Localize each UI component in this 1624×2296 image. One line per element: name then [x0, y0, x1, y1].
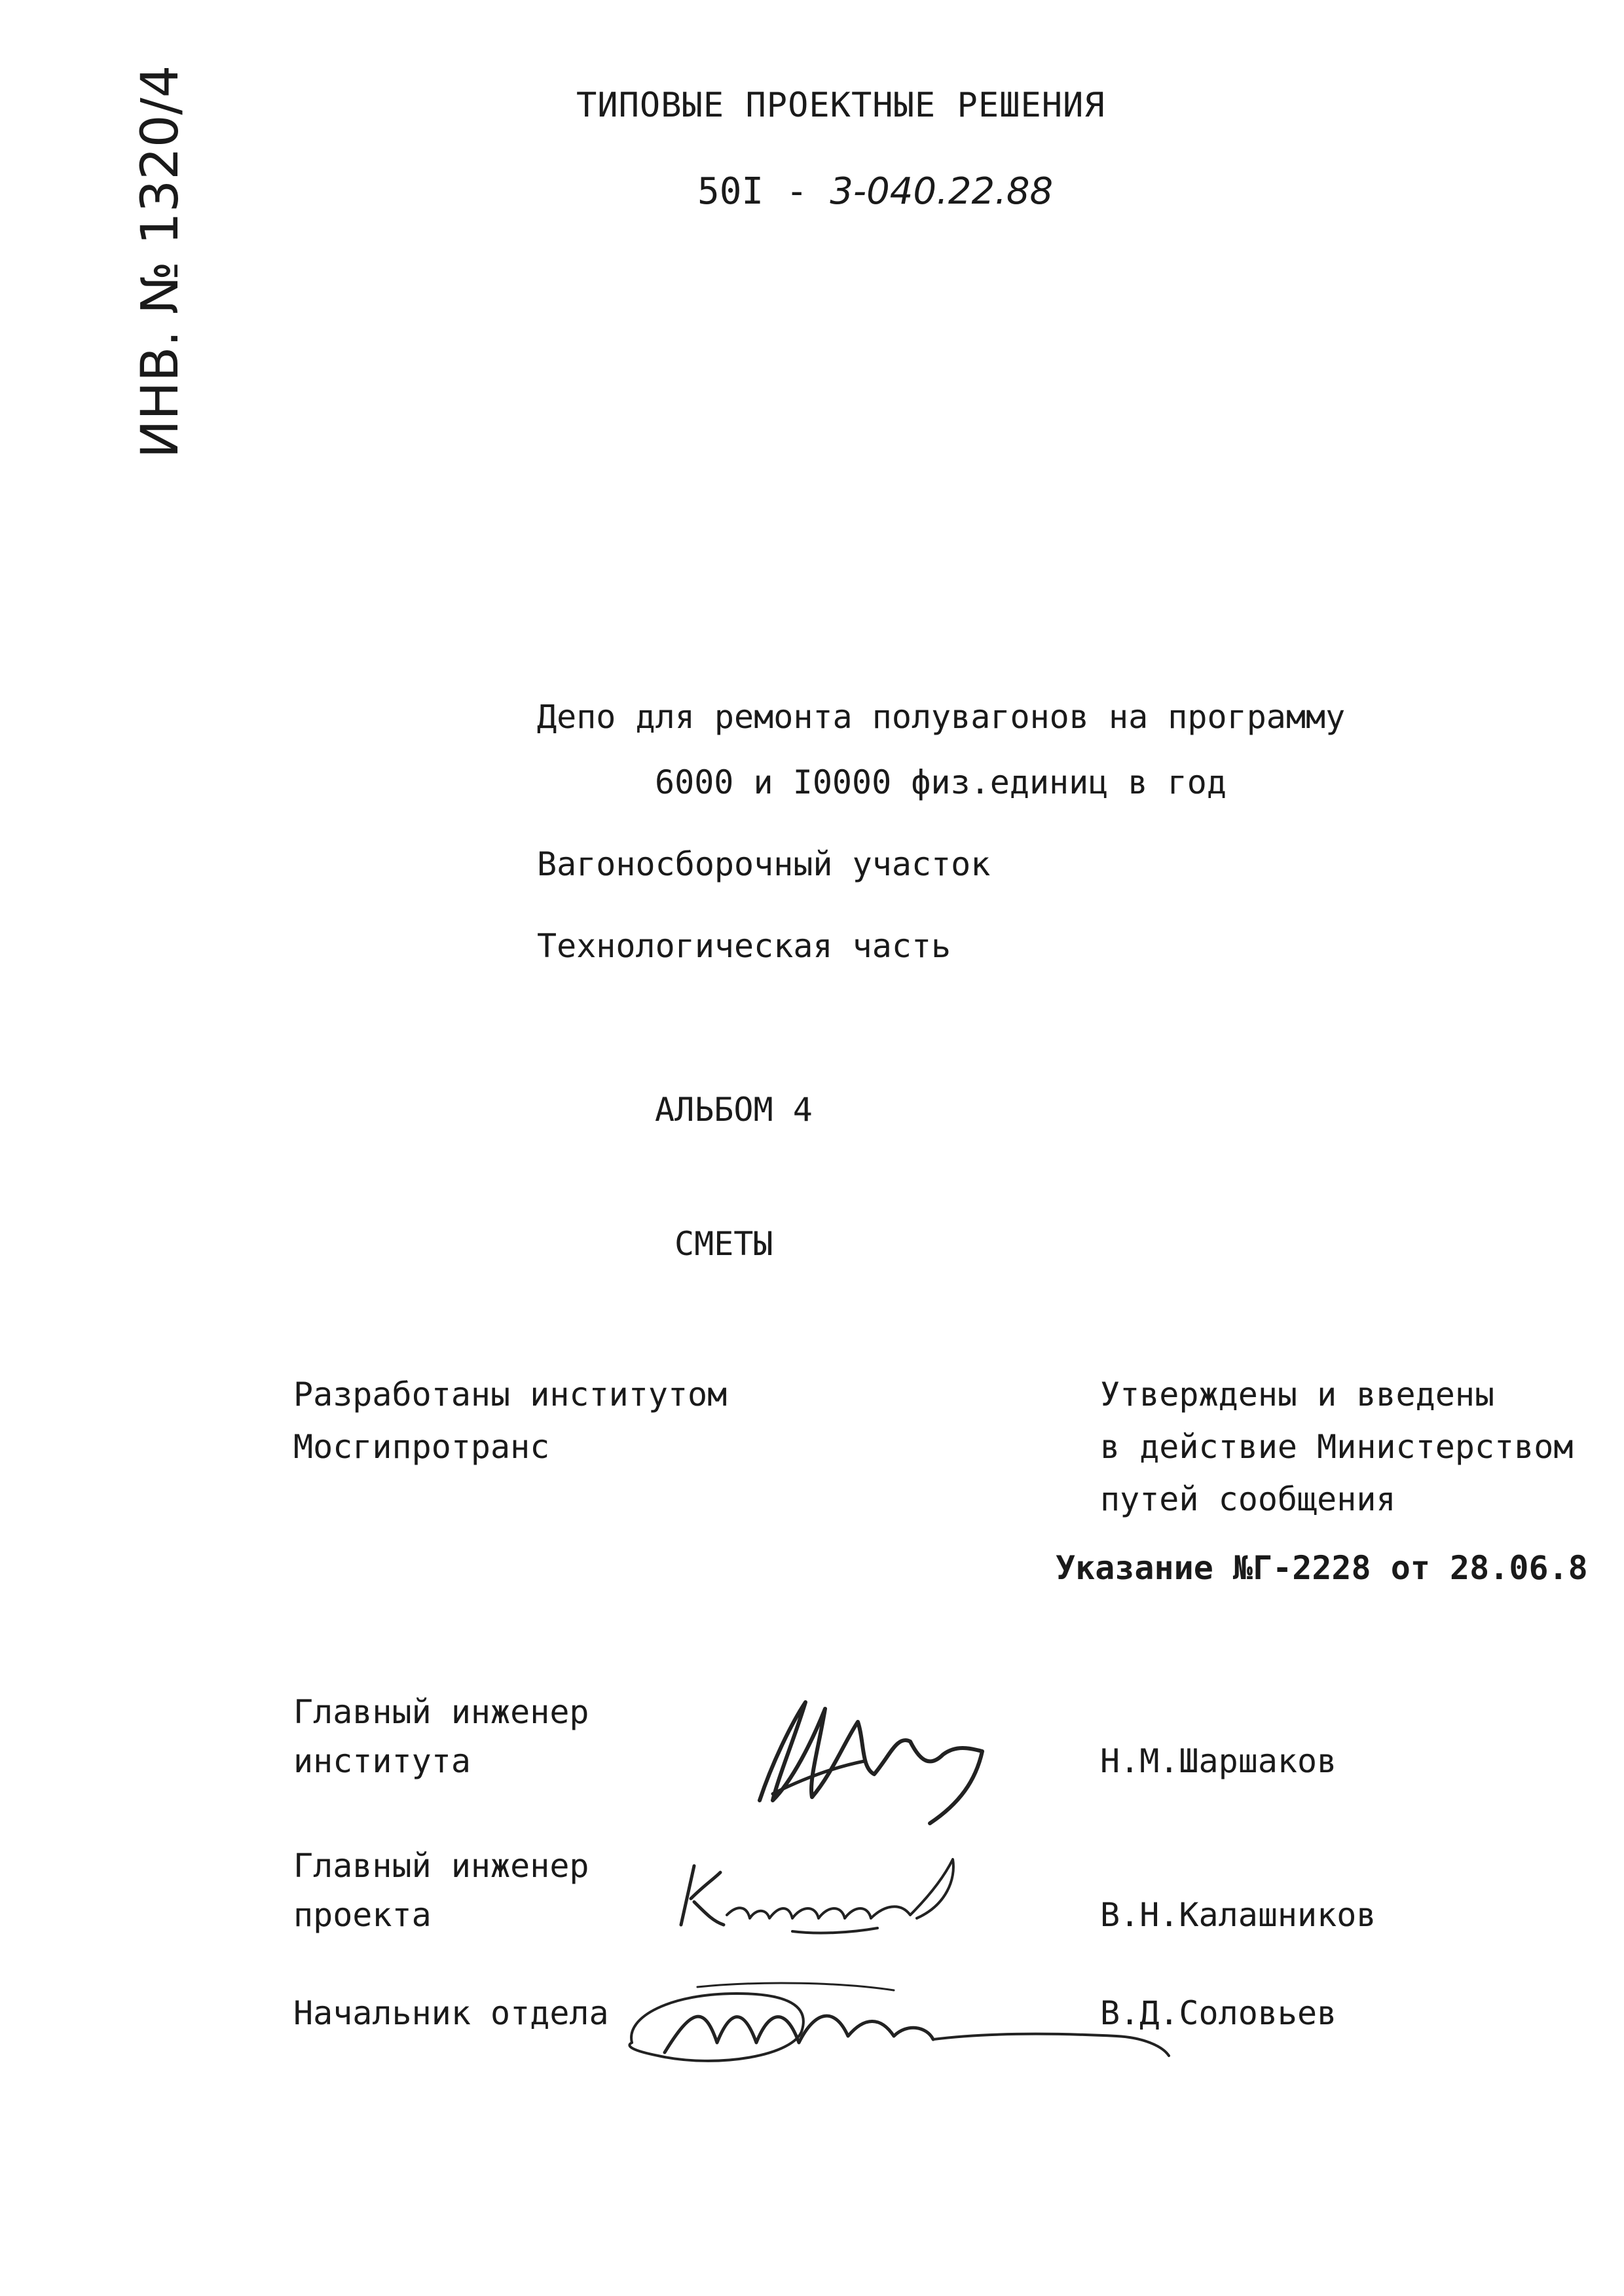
subject-line-2: 6000 и I0000 физ.единиц в год: [655, 763, 1227, 801]
signatory-3-name: В.Д.Соловьев: [1100, 1994, 1337, 2032]
signature-2: [674, 1853, 976, 1944]
inventory-stamp: ИНВ. № 1320/4: [131, 65, 190, 458]
signature-3: [619, 1971, 1208, 2075]
signatory-1-role-1: Главный инженер: [293, 1693, 589, 1731]
approval-directive: Указание №Г-2228 от 28.06.8: [1056, 1549, 1588, 1587]
signatory-3-role-1: Начальник отдела: [293, 1994, 609, 2032]
signatory-1-role-2: института: [293, 1742, 471, 1780]
signatory-2-role-2: проекта: [293, 1896, 432, 1934]
series-title: ТИПОВЫЕ ПРОЕКТНЫЕ РЕШЕНИЯ: [576, 86, 1105, 125]
signatory-2-role-1: Главный инженер: [293, 1847, 589, 1885]
developed-line-1: Разработаны институтом: [293, 1376, 728, 1413]
approved-line-2: в действие Министерством: [1100, 1428, 1574, 1466]
document-code-handwritten: 3-040.22.88: [830, 170, 1054, 213]
document-code-prefix: 50I -: [697, 170, 830, 213]
document-code: [697, 170, 1054, 213]
album-label: АЛЬБОМ 4: [655, 1091, 813, 1129]
subject-part: Технологическая часть: [537, 927, 951, 965]
developed-line-2: Мосгипротранс: [293, 1428, 550, 1466]
signatory-1-name: Н.М.Шаршаков: [1100, 1742, 1337, 1780]
subject-line-1: Депо для ремонта полувагонов на программу: [537, 698, 1346, 736]
approved-line-1: Утверждены и введены: [1100, 1376, 1495, 1413]
subject-section: Вагоносборочный участок: [537, 845, 991, 883]
approved-line-3: путей сообщения: [1100, 1480, 1396, 1518]
signatory-2-name: В.Н.Калашников: [1100, 1896, 1376, 1934]
album-title: СМЕТЫ: [674, 1225, 773, 1263]
signature-1: [733, 1683, 995, 1827]
